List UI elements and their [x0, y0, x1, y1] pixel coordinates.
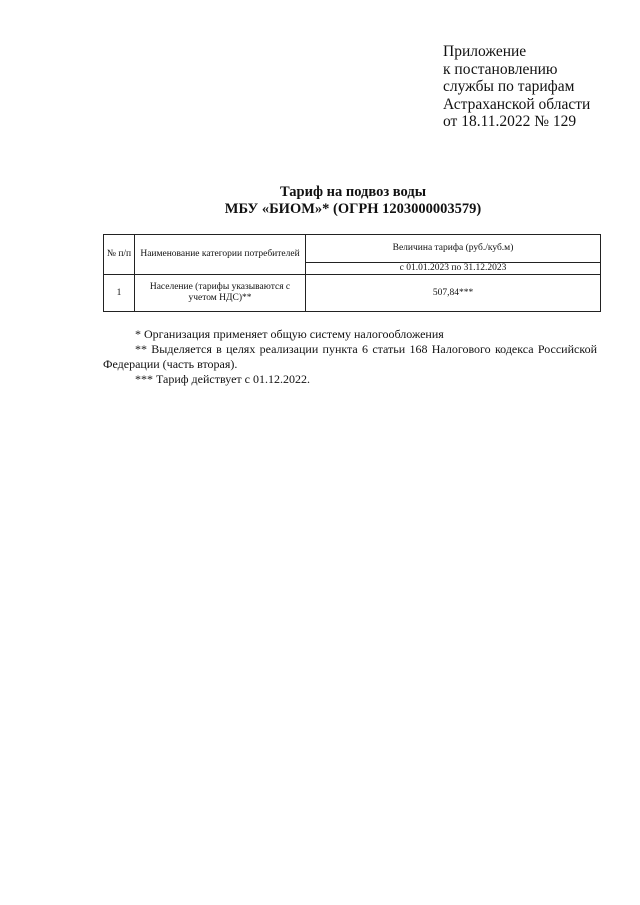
- footnotes: [103, 327, 597, 387]
- row-num: 1: [104, 275, 135, 312]
- header-num: № п/п: [104, 235, 135, 275]
- row-category: Население (тарифы указываются с учетом НДС)**: [135, 275, 306, 312]
- table-row: [104, 275, 601, 312]
- header-period: с 01.01.2023 по 31.12.2023: [306, 263, 601, 275]
- document-subtitle: МБУ «БИОМ»* (ОГРН 1203000003579): [224, 201, 482, 217]
- appendix-line: к постановлению: [443, 60, 558, 78]
- footnote-2: ** Выделяется в целях реализации пункта 6 статьи 168 Налогового кодекса Российской Федерации (часть вторая).: [103, 342, 597, 371]
- appendix-header: [443, 43, 590, 131]
- document-title: Тариф на подвоз воды: [279, 184, 427, 200]
- appendix-line: службы по тарифам: [443, 78, 575, 95]
- tariff-table: [103, 234, 601, 312]
- footnote-1: * Организация применяет общую систему налогообложения: [135, 327, 444, 341]
- footnote-3: *** Тариф действует с 01.12.2022.: [135, 372, 310, 386]
- header-value: Величина тарифа (руб./куб.м): [306, 235, 601, 263]
- appendix-line: от 18.11.2022 № 129: [443, 113, 577, 130]
- header-category: Наименование категории потребителей: [135, 235, 306, 275]
- row-value: 507,84***: [306, 275, 601, 312]
- appendix-line: Приложение: [443, 43, 527, 60]
- appendix-line: Астраханской области: [443, 95, 591, 113]
